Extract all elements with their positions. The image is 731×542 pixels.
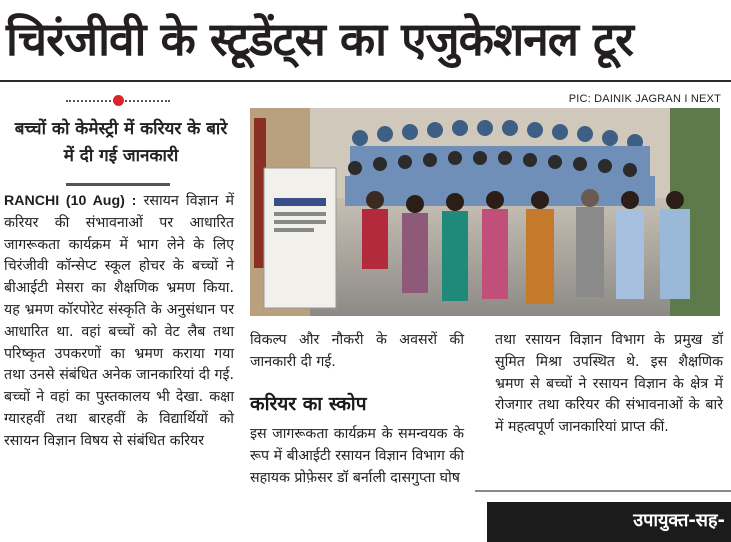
- dateline: RANCHI (10 Aug) :: [4, 193, 137, 209]
- group-photo-illustration: [250, 108, 720, 316]
- next-story-rule: [475, 490, 731, 492]
- next-story-heading: उपायुक्त-सह-: [487, 502, 731, 542]
- headline: चिरंजीवी के स्टूडेंट्स का एजुकेशनल टूर: [6, 12, 633, 66]
- article-column-2-body: इस जागरूकता कार्यक्रम के समन्वयक के रूप में बीआईटी रसायन विज्ञान विभाग की सहायक प्रोफ़ेसर डॉ बर्नाली दासगुप्ता घोष: [250, 426, 464, 486]
- column-1-text: रसायन विज्ञान में करियर की संभावनाओं पर आधारित जागरूकता कार्यक्रम में भाग लेने के लिए चिरंजीवी कॉन्सेप्ट स्कूल होचर के बच्चों ने बीआईटी मेसरा का शैक्षणिक भ्रमण किया. यह भ्रमण कॉरपोरेट संस्कृति के अनुसंधान पर आधारित था. वहां बच्चों को वेट लैब तथा परिष्कृत उपकरणों का भ्रमण कराया गया तथा उनसे संबंधित अनेक जानकारियां दी गई. बच्चों ने वहां का पुस्तकालय भी देखा. कक्षा ग्यारहवीं तथा बारहवीं के विद्यार्थियों को रसायन विज्ञान विषय से संबंधित करियर: [4, 193, 234, 449]
- subheadline: बच्चों को केमेस्ट्री में करियर के बारे में दी गई जानकारी: [14, 119, 228, 166]
- section-heading: करियर का स्कोप: [250, 393, 367, 415]
- article-column-3: तथा रसायन विज्ञान विभाग के प्रमुख डॉ सुमित मिश्रा उपस्थित थे. इस शैक्षणिक भ्रमण से बच्चों ने रसायन विज्ञान के क्षेत्र में रोजगार तथा करियर की संभावनाओं के बारे में महत्वपूर्ण जानकारियां प्राप्त कीं.: [495, 332, 723, 436]
- red-dot-ornament: [113, 95, 124, 106]
- group-photo: [250, 108, 720, 316]
- article-column-1: [4, 191, 234, 453]
- article-column-2-top: विकल्प और नौकरी के अवसरों की जानकारी दी गई.: [250, 332, 464, 370]
- photo-credit: PIC: DAINIK JAGRAN I NEXT: [568, 93, 721, 105]
- headline-rule: [0, 80, 731, 82]
- subheadline-rule: [66, 183, 170, 186]
